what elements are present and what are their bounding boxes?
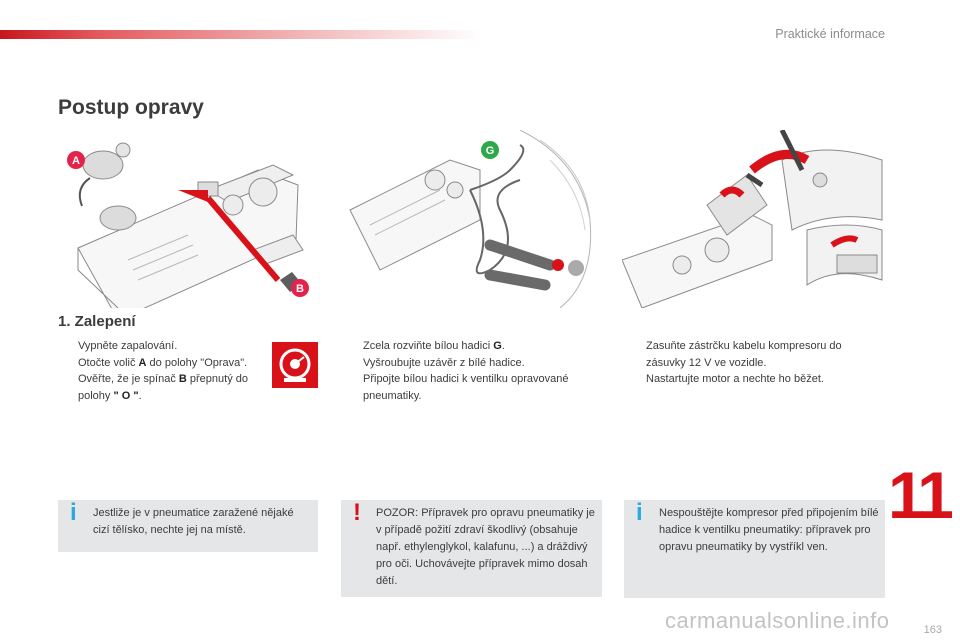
watermark: carmanualsonline.info [665,608,890,633]
info-note-foreign-object [58,500,318,552]
step-item: Vyšroubujte uzávěr z bílé hadice. [363,356,525,369]
page-number: 163 [923,624,942,636]
illustration-hose-g [340,130,598,308]
steps-column-1 [58,338,258,404]
info-note-compressor [624,500,885,598]
step-item: Nastartujte motor a nechte ho běžet. [646,373,824,385]
step-item: Připojte bílou hadici k ventilku opravované pneumatiky. [363,373,569,402]
step-item: Vypněte zapalování. [78,340,178,352]
header-title: Praktické informace [775,27,885,41]
header-accent-bar [0,30,480,39]
step-item: Zcela rozviňte bílou hadici G. [363,340,505,352]
note-text: POZOR: Přípravek pro opravu pneumatiky je v případě požití zdraví škodlivý (obsahuje např. ethylenglykol, kalafunu, ...) a dráždivý pro oči. Uchovávejte přípravek mimo dosah dětí. [376,507,595,587]
info-icon: i [70,499,77,526]
page-title: Postup opravy [58,96,204,119]
callout-a-label: A [72,155,80,167]
step-item: Otočte volič A do polohy "Oprava". [78,356,248,369]
warning-note-repair-liquid [341,500,602,597]
chapter-number: 11 [888,458,950,532]
info-icon: i [636,499,643,526]
note-text: Nespouštějte kompresor před připojením bílé hadice k ventilku pneumatiky: přípravek pro opravu pneumatiky by vystříkl ven. [659,507,879,553]
step-item: Zasuňte zástrčku kabelu kompresoru do zásuvky 12 V ve vozidle. [646,340,842,369]
callout-b-label: B [296,283,304,295]
illustration-12v-socket [622,130,886,308]
warning-icon: ! [353,499,361,526]
section-title: 1. Zalepení [58,313,136,330]
steps-column-2 [343,338,601,404]
illustration-compressor-selector [58,130,320,308]
note-text: Jestliže je v pneumatice zaražené nějaké cizí tělísko, nechte jej na místě. [93,507,294,536]
steps-column-3 [626,338,878,388]
callout-g-label: G [485,145,495,157]
step-item: Ověřte, že je spínač B přepnutý do polohy " O ". [78,373,248,402]
repair-mode-icon [272,342,318,388]
